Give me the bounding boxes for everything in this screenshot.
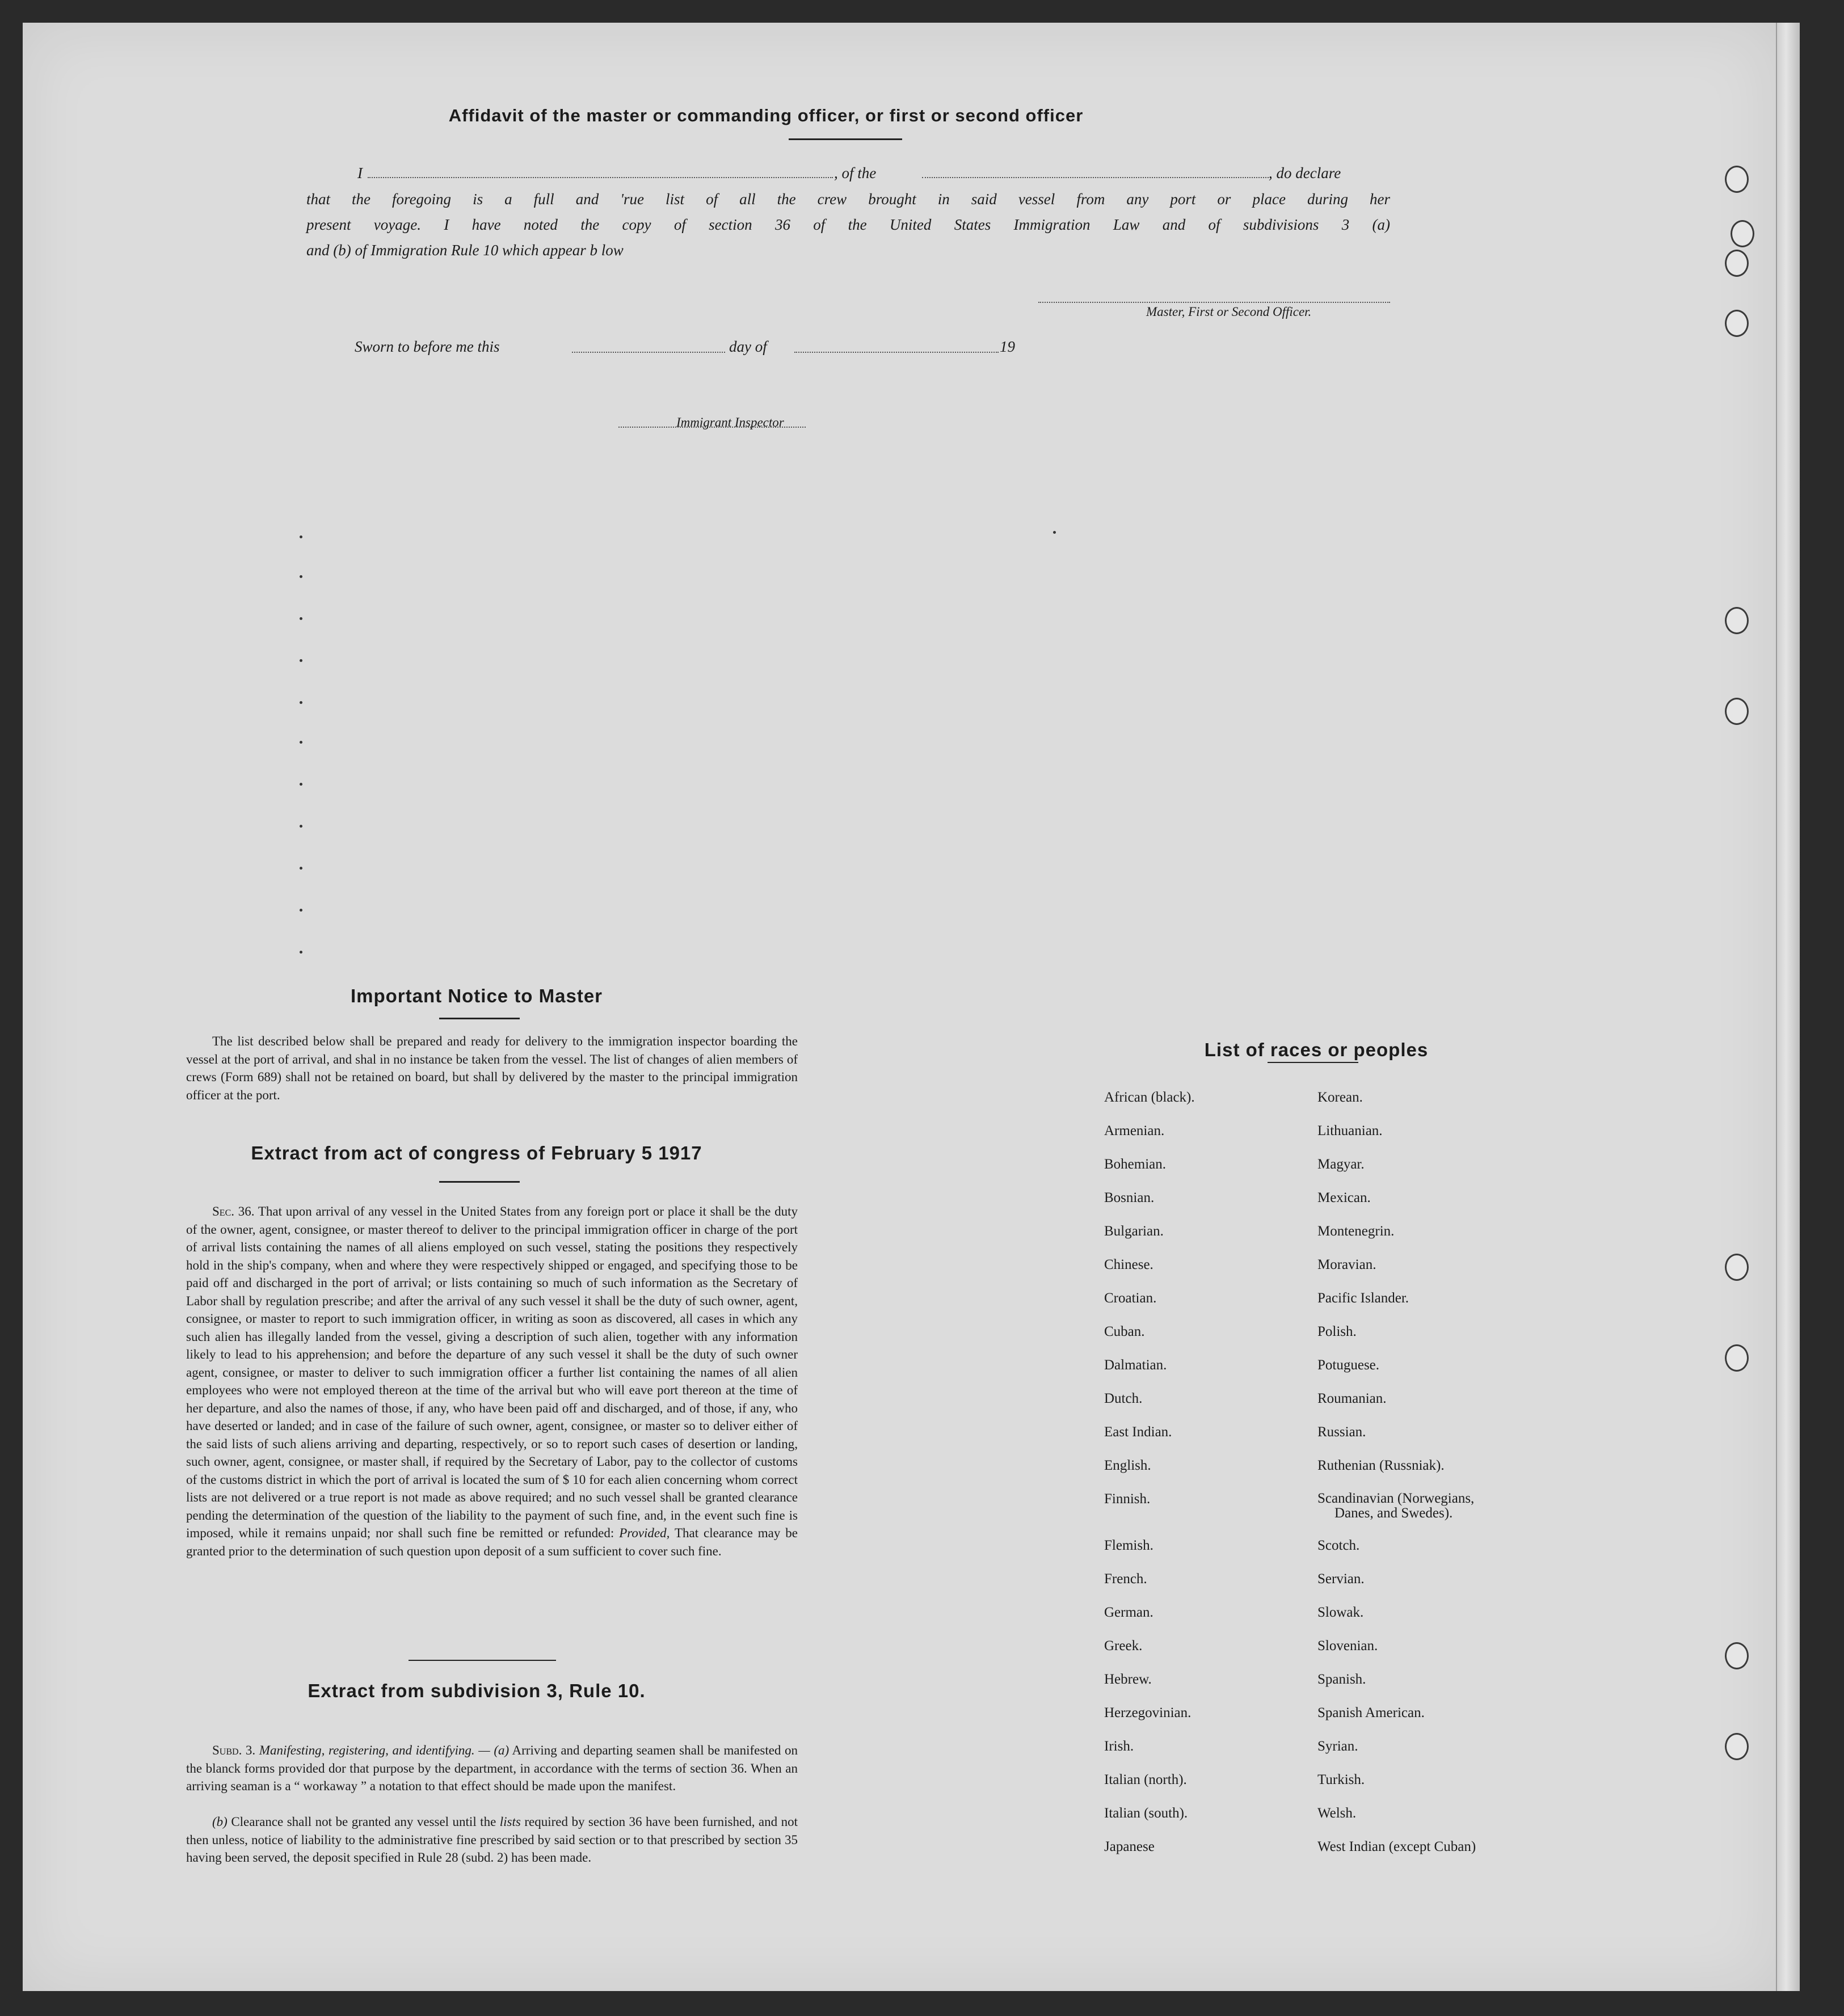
race-item: Servian. — [1317, 1571, 1365, 1587]
notice-title: Important Notice to Master — [350, 985, 603, 1006]
para-b-text-start: Clearance shall not be granted any vessel until the — [231, 1815, 496, 1829]
extract-rule-para-a — [186, 1741, 798, 1795]
mark-dot — [300, 867, 302, 870]
race-item: Scotch. — [1317, 1538, 1360, 1553]
vessel-field[interactable] — [922, 177, 1271, 178]
race-item: Italian (south). — [1104, 1806, 1188, 1821]
race-item: Italian (north). — [1104, 1772, 1187, 1787]
race-item: Bulgarian. — [1104, 1224, 1164, 1239]
extract-act-title-rule — [439, 1181, 520, 1183]
affidavit-declare-label: , do declare — [1269, 165, 1341, 182]
affidavit-title-rule — [789, 138, 902, 140]
para-a-text: Arriving and departing seamen shall be manifested on the blanck forms provided dor that purpose by the department, in accordance with the terms of section 36. When an arriving seaman is a “ workaway ” a notation to that effect should be made upon the manifest. — [186, 1743, 798, 1793]
subd-title: Manifesting, registering, and identifying. — [259, 1743, 475, 1757]
race-item: Spanish. — [1317, 1672, 1366, 1687]
race-item: Montenegrin. — [1317, 1224, 1395, 1239]
mark-dot — [1053, 531, 1056, 534]
sworn-prefix: Sworn to before me this — [355, 338, 500, 355]
race-item: Armenian. — [1104, 1123, 1165, 1138]
race-item: Flemish. — [1104, 1538, 1153, 1553]
mark-dot — [300, 659, 302, 662]
mark-dot — [300, 909, 302, 912]
races-title: List of races or peoples — [1204, 1039, 1429, 1060]
race-item: Greek. — [1104, 1638, 1143, 1654]
race-item: Bosnian. — [1104, 1190, 1155, 1205]
race-item: Dutch. — [1104, 1391, 1143, 1406]
race-item: English. — [1104, 1458, 1151, 1473]
mark-dot — [300, 741, 302, 744]
para-b-lists: lists — [499, 1815, 521, 1829]
binder-hole — [1725, 1254, 1749, 1281]
race-item: Korean. — [1317, 1090, 1363, 1105]
para-b-text-end: required by section 36 have been furnished, and not then unless, notice of liability to the administrative fine prescribed by said section or to that prescribed by section 35 having been served, the deposit specified in Rule 28 (subd. 2) has been made. — [186, 1815, 798, 1865]
race-item: Pacific Islander. — [1317, 1290, 1409, 1306]
binder-hole — [1725, 607, 1749, 634]
race-item: Scandinavian (Norwegians, — [1317, 1491, 1475, 1506]
race-item: Welsh. — [1317, 1806, 1357, 1821]
races-left-column — [1104, 1081, 1195, 1863]
affidavit-title: Affidavit of the master or commanding officer, or first or second officer — [448, 106, 1084, 125]
race-item: Finnish. — [1104, 1491, 1151, 1507]
binder-hole — [1725, 1344, 1749, 1372]
sworn-day-of-label: day of — [729, 338, 767, 355]
sworn-month-field[interactable] — [794, 352, 999, 353]
race-item: French. — [1104, 1571, 1147, 1587]
races-title-rule — [1268, 1062, 1358, 1063]
race-item: Slovenian. — [1317, 1638, 1378, 1654]
para-a-label: — (a) — [478, 1743, 510, 1757]
race-item: Potuguese. — [1317, 1357, 1380, 1373]
extract-rule-title: Extract from subdivision 3, Rule 10. — [308, 1680, 646, 1701]
race-item: East Indian. — [1104, 1424, 1172, 1440]
inspector-label: Immigrant Inspector — [676, 415, 784, 429]
race-item: Danes, and Swedes). — [1334, 1505, 1453, 1521]
extract-act-title: Extract from act of congress of February 5 1917 — [251, 1142, 702, 1163]
affidavit-text-line-4: and (b) of Immigration Rule 10 which appear b low — [306, 242, 624, 259]
extract-rule-para-b — [186, 1813, 798, 1867]
race-item: Syrian. — [1317, 1739, 1358, 1754]
race-item: Bohemian. — [1104, 1157, 1167, 1172]
para-b-label: (b) — [212, 1815, 228, 1829]
race-item: Irish. — [1104, 1739, 1134, 1754]
race-item: Ruthenian (Russniak). — [1317, 1458, 1445, 1473]
mark-dot — [300, 951, 302, 954]
master-signature-label: Master, First or Second Officer. — [1146, 305, 1312, 319]
notice-title-rule — [439, 1018, 520, 1019]
binder-hole — [1731, 220, 1754, 247]
race-item: Turkish. — [1317, 1772, 1365, 1787]
race-item: German. — [1104, 1605, 1153, 1620]
race-item: Roumanian. — [1317, 1391, 1387, 1406]
race-item: Croatian. — [1104, 1290, 1157, 1306]
race-item: Dalmatian. — [1104, 1357, 1167, 1373]
affidavit-of-the-label: , of the — [834, 165, 877, 182]
race-item: Slowak. — [1317, 1605, 1364, 1620]
mark-dot — [300, 783, 302, 786]
provided-word: Provided, — [619, 1526, 670, 1540]
race-item: Polish. — [1317, 1324, 1357, 1339]
affidavit-text-line-2: that the foregoing is a full and 'rue list of all the crew brought in said vessel from any port or place during her — [306, 191, 1390, 208]
mark-dot — [300, 701, 302, 704]
page-edge — [1776, 23, 1800, 1991]
race-item: West Indian (except Cuban) — [1317, 1839, 1476, 1854]
subd-label: Subd. 3. — [212, 1743, 256, 1757]
notice-text: The list described below shall be prepared and ready for delivery to the immigration inspector boarding the vessel at the port of arrival, and shal in no instance be taken from the vessel. The list of changes of alien members of crews (Form 689) shall not be retained on board, but shall by delivered by the master to the principal immigration officer at the port. — [186, 1034, 798, 1102]
race-item: African (black). — [1104, 1090, 1195, 1105]
sec-label: Sec. 36. — [212, 1204, 255, 1218]
race-item: Magyar. — [1317, 1157, 1365, 1172]
binder-hole — [1725, 310, 1749, 337]
binder-hole — [1725, 698, 1749, 725]
race-item: Herzegovinian. — [1104, 1705, 1192, 1720]
mark-dot — [300, 575, 302, 578]
race-item: Mexican. — [1317, 1190, 1371, 1205]
mark-dot — [300, 535, 302, 538]
sworn-day-field[interactable] — [572, 352, 725, 353]
race-item: Cuban. — [1104, 1324, 1145, 1339]
master-signature-field[interactable] — [1038, 302, 1390, 303]
race-item: Moravian. — [1317, 1257, 1376, 1272]
race-item: Chinese. — [1104, 1257, 1153, 1272]
binder-hole — [1725, 1733, 1749, 1760]
race-item: Lithuanian. — [1317, 1123, 1383, 1138]
mark-dot — [300, 617, 302, 620]
races-right-column — [1317, 1081, 1476, 1863]
name-field[interactable] — [368, 177, 833, 178]
sworn-year-label: 19 — [1000, 338, 1015, 355]
affidavit-i-label: I — [357, 165, 363, 182]
race-item: Spanish American. — [1317, 1705, 1425, 1720]
affidavit-text-line-3: present voyage. I have noted the copy of section 36 of the United States Immigration Law and of subdivisions 3 (a) — [306, 216, 1390, 233]
sec-36-text: That upon arrival of any vessel in the United States from any foreign port or place it shall be the duty of the owner, agent, consignee, or master thereof to deliver to the principal immigration officer in charge of the port of arrival lists containing the names of all aliens employed on such vessel, stating the positions they respectively hold in the ship's company, when and where they were respectively shipped or engaged, and specifying those to be paid off and discharged in the port of arrival; or lists containing so much of such information as the Secretary of Labor shall by regulation prescribe; and after the arrival of any such vessel it shall be the duty of such owner, agent, consignee, or master to report to such immigration officer, in writing as soon as discovered, all cases in which any such alien has illegally landed from the vessel, giving a description of such alien, together with any information likely to lead to his apprehension; and before the departure of any such vessel it shall be the duty of such owner agent, consignee, or master to deliver to such immigration officer a further list containing the names of all alien employees who were not employed thereon at the time of the arrival but who will eave port thereon at the time of her departure, and also the names of those, if any, who have been paid off and discharged, and of those, if any, who have deserted or landed; and in case of the failure of such owner, agent, consignee, or master so to deliver either of the said lists of such aliens arriving and departing, respectively, or so to report such cases of desertion or landing, such owner, agent, consignee, or master shall, if required by the Secretary of Labor, pay to the collector of customs of the customs district in which the port of arrival is located the sum of $ 10 for each alien concerning whom correct lists are not delivered or a true report is not made as above required; and no such vessel shall be granted clearance pending the determination of the question of the liability to the payment of such fine, and, in the event such fine is imposed, while it remains unpaid; nor shall such fine be remitted or refunded: — [186, 1204, 798, 1540]
binder-hole — [1725, 1642, 1749, 1669]
section-divider — [409, 1660, 556, 1661]
race-item: Japanese — [1104, 1839, 1155, 1854]
mark-dot — [300, 825, 302, 828]
extract-act-text — [186, 1203, 798, 1560]
binder-hole — [1725, 166, 1749, 193]
sec-36-text-end: That clearance may be granted prior to the determination of such question upon deposit of a sum sufficient to cover such fine. — [186, 1526, 798, 1558]
race-item: Russian. — [1317, 1424, 1366, 1440]
binder-hole — [1725, 250, 1749, 277]
race-item: Hebrew. — [1104, 1672, 1152, 1687]
